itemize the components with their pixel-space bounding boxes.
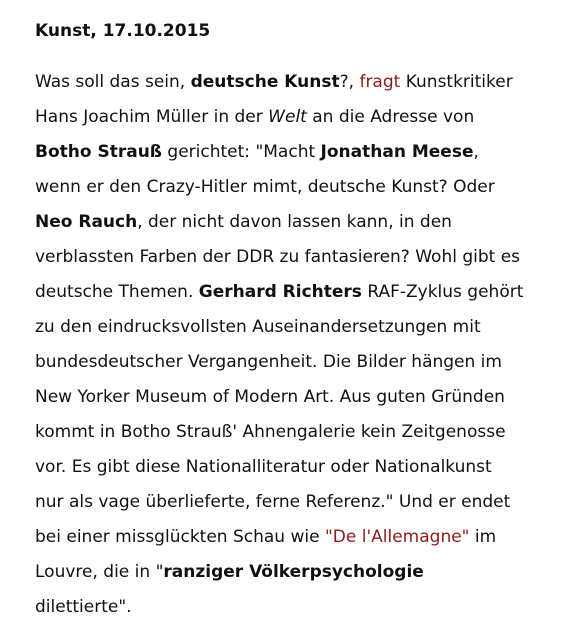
bold-name-botho-strauss: Botho Strauß: [35, 142, 163, 162]
text-run: Hans Joachim Müller in der: [35, 107, 269, 127]
text-run: RAF-Zyklus gehört: [361, 282, 524, 302]
link-fragt[interactable]: fragt: [359, 72, 401, 92]
bold-name-neo-rauch: Neo Rauch: [35, 212, 138, 232]
bold-term-deutsche-kunst: deutsche Kunst: [190, 72, 340, 92]
italic-term-welt: Welt: [268, 107, 307, 127]
text-run: bei einer missglückten Schau wie: [35, 527, 325, 547]
paragraph-line-7: [35, 275, 523, 310]
text-run: Kunstkritiker: [400, 72, 513, 92]
text-run: ,: [473, 142, 479, 162]
text-run: Louvre, die in ": [35, 562, 164, 582]
paragraph-line-14: [35, 520, 496, 555]
text-run: gerichtet: "Macht: [162, 142, 321, 162]
paragraph-line-13: nur als vage überlieferte, ferne Referenz." Und er endet: [35, 492, 511, 512]
text-run: deutsche Themen.: [35, 282, 199, 302]
paragraph-line-1: [35, 65, 513, 100]
paragraph-line-2: [35, 100, 474, 135]
text-run: Was soll das sein,: [35, 72, 191, 92]
bold-name-gerhard-richters: Gerhard Richters: [198, 282, 362, 302]
paragraph-line-15: [35, 555, 424, 590]
paragraph-line-10: New Yorker Museum of Modern Art. Aus guten Gründen: [35, 387, 505, 407]
bold-term-ranziger-voelkerpsychologie: ranziger Völkerpsychologie: [163, 562, 424, 582]
text-run: an die Adresse von: [306, 107, 475, 127]
paragraph-line-12: vor. Es gibt diese Nationalliteratur oder Nationalkunst: [35, 457, 492, 477]
bold-name-jonathan-meese: Jonathan Meese: [320, 142, 474, 162]
paragraph-line-5: [35, 205, 452, 240]
text-run: , der nicht davon lassen kann, in den: [137, 212, 452, 232]
link-de-l-allemagne[interactable]: "De l'Allemagne": [324, 527, 470, 547]
paragraph-line-6: verblassten Farben der DDR zu fantasieren? Wohl gibt es: [35, 247, 521, 267]
text-run: ?,: [339, 72, 360, 92]
paragraph-line-4: wenn er den Crazy-Hitler mimt, deutsche Kunst? Oder: [35, 177, 495, 197]
paragraph-line-11: kommt in Botho Strauß' Ahnengalerie kein Zeitgenosse: [35, 422, 506, 442]
paragraph-line-3: [35, 135, 479, 170]
paragraph-line-16: dilettierte".: [35, 597, 132, 617]
paragraph-line-9: bundesdeutscher Vergangenheit. Die Bilder hängen im: [35, 352, 502, 372]
text-run: im: [469, 527, 497, 547]
article-heading: Kunst, 17.10.2015: [35, 21, 211, 41]
paragraph-line-8: zu den eindrucksvollsten Auseinandersetzungen mit: [35, 317, 481, 337]
